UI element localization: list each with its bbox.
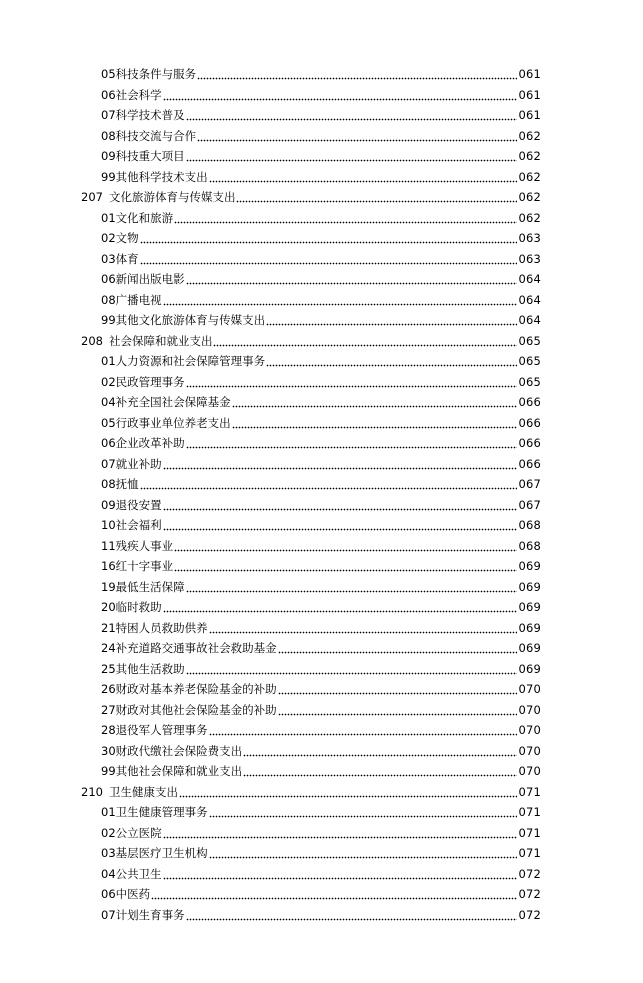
toc-entry[interactable] [101,348,541,368]
toc-page-number: 069 [518,559,541,573]
toc-entry[interactable] [101,143,541,163]
toc-entry[interactable] [101,430,541,450]
toc-page-number: 072 [518,887,541,901]
toc-entry[interactable] [101,533,541,553]
dot-leader [140,252,518,266]
toc-page-number: 070 [518,682,541,696]
toc-page-number: 062 [518,190,541,204]
toc-page-number: 062 [518,210,541,225]
toc-entry-label: 02民政管理事务 [101,374,185,389]
dot-leader [243,744,517,758]
dot-leader [186,580,518,594]
toc-entry-label: 24补充道路交通事故社会救助基金 [101,641,277,655]
dot-leader [174,539,517,553]
dot-leader [236,190,517,204]
toc-entry[interactable] [101,471,541,491]
dot-leader [278,703,518,717]
toc-entry-label: 卫生健康支出 [108,784,178,799]
toc-entry-label: 10社会福利 [101,518,162,532]
toc-page-number: 063 [518,231,541,245]
toc-page-number: 066 [518,395,541,409]
toc-entry-label: 16红十字事业 [101,559,174,573]
toc-entry[interactable] [101,389,541,409]
toc-page-number: 068 [518,538,541,553]
toc-entry-label: 04补充全国社会保障基金 [101,395,231,409]
toc-entry-label: 26财政对基本养老保险基金的补助 [101,682,277,696]
toc-entry-label: 07计划生育事务 [101,907,185,922]
toc-entry-label: 02文物 [101,231,139,245]
dot-leader [186,149,518,163]
dot-leader [186,662,518,676]
toc-entry[interactable] [101,61,541,81]
dot-leader [243,764,517,778]
toc-entry-label: 28退役军人管理事务 [101,723,208,737]
toc-page-number: 064 [518,292,541,307]
toc-page-number: 065 [518,333,541,348]
dot-leader [209,846,518,860]
toc-entry-label: 05科技条件与服务 [101,67,197,81]
dot-leader [197,129,517,143]
toc-entry[interactable] [101,164,541,184]
toc-entry-label: 04公共卫生 [101,866,162,881]
toc-entry-label: 11残疾人事业 [101,538,174,553]
toc-page-number: 069 [518,641,541,655]
toc-entry[interactable] [101,717,541,737]
toc-page-number: 066 [518,436,541,450]
toc-page-number: 067 [518,477,541,491]
toc-page-number: 066 [518,456,541,471]
toc-page-number: 061 [518,108,541,122]
toc-entry-label: 08科技交流与合作 [101,128,197,143]
toc-entry-label: 文化旅游体育与传媒支出 [108,190,236,204]
dot-leader [163,867,518,881]
dot-leader [174,211,517,225]
dot-leader [140,477,518,491]
toc-entry-label: 27财政对其他社会保险基金的补助 [101,702,277,717]
toc-entry-label: 06企业改革补助 [101,436,185,450]
toc-entry[interactable] [101,287,541,307]
toc-entry[interactable] [101,758,541,778]
toc-page-number: 065 [518,354,541,368]
toc-entry[interactable] [101,492,541,512]
dot-leader [186,908,518,922]
toc-entry[interactable] [101,840,541,860]
toc-entry[interactable] [101,205,541,225]
toc-entry-label: 03体育 [101,251,139,266]
toc-entry[interactable] [101,225,541,245]
toc-entry-label: 19最低生活保障 [101,579,185,594]
dot-leader [197,67,517,81]
toc-entry-label: 01文化和旅游 [101,210,174,225]
toc-entry-label: 99其他科学技术支出 [101,169,208,184]
toc-section-code: 210 [81,784,103,799]
toc-entry[interactable] [101,369,541,389]
toc-entry[interactable] [101,266,541,286]
dot-leader [163,457,518,471]
toc-page-number: 070 [518,702,541,717]
toc-page-number: 069 [518,661,541,676]
toc-section-code: 208 [81,333,103,348]
toc-page-number: 063 [518,251,541,266]
toc-entry-label: 09退役安置 [101,497,162,512]
toc-entry[interactable] [101,512,541,532]
dot-leader [278,641,518,655]
toc-entry[interactable] [101,615,541,635]
toc-entry-label: 08抚恤 [101,477,139,491]
dot-leader [186,108,518,122]
toc-page-number: 069 [518,600,541,614]
toc-entry-label: 01卫生健康管理事务 [101,805,208,819]
toc-entry[interactable] [101,738,541,758]
toc-page-number: 071 [518,805,541,819]
toc-page-number: 071 [518,784,541,799]
dot-leader [232,416,518,430]
toc-page-number: 067 [518,497,541,512]
toc-page-number: 072 [518,907,541,922]
toc-entry[interactable] [101,697,541,717]
dot-leader [186,375,518,389]
dot-leader [179,785,517,799]
toc-entry[interactable] [101,799,541,819]
toc-page-number: 061 [518,87,541,102]
toc-page-number: 070 [518,764,541,778]
dot-leader [209,621,518,635]
toc-entry[interactable] [101,820,541,840]
toc-entry[interactable] [101,451,541,471]
toc-entry[interactable] [101,902,541,922]
toc-entry[interactable] [101,861,541,881]
toc-entry[interactable] [101,881,541,901]
dot-leader [266,313,517,327]
toc-page-number: 064 [518,313,541,327]
dot-leader [213,334,517,348]
dot-leader [278,682,518,696]
toc-entry-label: 30财政代缴社会保险费支出 [101,743,243,758]
toc-entry-label: 07科学技术普及 [101,108,185,122]
toc-entry-label: 09科技重大项目 [101,149,185,163]
dot-leader [186,436,518,450]
dot-leader [163,293,518,307]
toc-page-number: 065 [518,374,541,389]
toc-section-entry[interactable] [81,184,541,204]
toc-entry[interactable] [101,82,541,102]
dot-leader [163,518,518,532]
toc-entry[interactable] [101,553,541,573]
toc-entry-label: 21特困人员救助供养 [101,620,208,635]
toc-entry-label: 08广播电视 [101,292,162,307]
toc-page-number: 070 [518,743,541,758]
toc-section-entry[interactable] [81,779,541,799]
dot-leader [232,395,518,409]
dot-leader [163,498,518,512]
toc-entry[interactable] [101,246,541,266]
toc-entry-label: 01人力资源和社会保障管理事务 [101,354,266,368]
toc-entry-label: 05行政事业单位养老支出 [101,415,231,430]
toc-entry[interactable] [101,594,541,614]
toc-page-number: 062 [518,169,541,184]
toc-entry-label: 社会保障和就业支出 [108,333,213,348]
toc-page-number: 072 [518,866,541,881]
toc-page-number: 068 [518,518,541,532]
toc-page-number: 070 [518,723,541,737]
toc-page-number: 062 [518,128,541,143]
dot-leader [163,600,518,614]
toc-entry[interactable] [101,635,541,655]
toc-entry[interactable] [101,656,541,676]
toc-entry[interactable] [101,102,541,122]
toc-entry[interactable] [101,574,541,594]
toc-section-entry[interactable] [81,328,541,348]
dot-leader [140,231,518,245]
toc-entry-label: 02公立医院 [101,825,162,840]
dot-leader [186,272,518,286]
dot-leader [174,559,517,573]
dot-leader [151,887,517,901]
toc-entry-label: 06社会科学 [101,87,162,102]
toc-page-number: 064 [518,272,541,286]
dot-leader [209,723,518,737]
toc-entry[interactable] [101,307,541,327]
toc-entry[interactable] [101,123,541,143]
dot-leader [209,170,518,184]
toc-entry[interactable] [101,410,541,430]
toc-page-number: 066 [518,415,541,430]
dot-leader [266,354,517,368]
toc-page-number: 071 [518,846,541,860]
toc-entry-label: 25其他生活救助 [101,661,185,676]
toc-section-code: 207 [81,190,103,204]
toc-page-number: 069 [518,620,541,635]
toc-page-number: 069 [518,579,541,594]
toc-entry-label: 99其他文化旅游体育与传媒支出 [101,313,266,327]
toc-entry-label: 20临时救助 [101,600,162,614]
toc-entry-label: 07就业补助 [101,456,162,471]
dot-leader [163,826,518,840]
dot-leader [209,805,518,819]
toc-entry-label: 06中医药 [101,887,151,901]
toc-page-number: 071 [518,825,541,840]
toc-page-number: 061 [518,67,541,81]
dot-leader [163,88,518,102]
toc-entry-label: 99其他社会保障和就业支出 [101,764,243,778]
toc-entry-label: 03基层医疗卫生机构 [101,846,208,860]
toc-entry-label: 06新闻出版电影 [101,272,185,286]
toc-entry[interactable] [101,676,541,696]
toc-page-number: 062 [518,149,541,163]
